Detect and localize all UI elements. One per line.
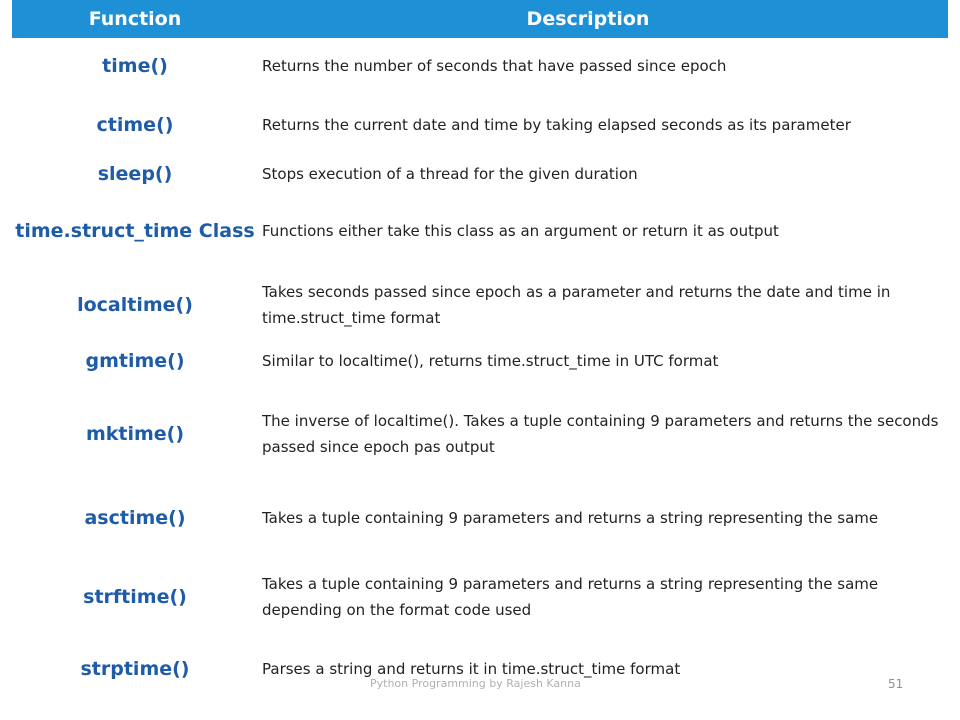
function-name: asctime() [84, 507, 186, 529]
function-description: Parses a string and returns it in time.struct_time format [262, 660, 681, 678]
function-name: time.struct_time Class [15, 220, 255, 242]
function-name: mktime() [85, 423, 185, 445]
table-row [12, 270, 948, 340]
function-name: sleep() [97, 163, 173, 185]
function-description: Functions either take this class as an argument or return it as output [262, 222, 779, 240]
function-name: strptime() [80, 658, 190, 680]
page-number: 51 [888, 677, 904, 691]
function-description: Takes seconds passed since epoch as a parameter and returns the date and time in time.struct_time format [262, 283, 891, 327]
function-description: Returns the number of seconds that have passed since epoch [262, 57, 727, 75]
function-table [12, 0, 948, 694]
table-row [12, 382, 948, 486]
function-description: Returns the current date and time by taking elapsed seconds as its parameter [262, 116, 851, 134]
function-name: gmtime() [85, 350, 185, 372]
function-name: strftime() [83, 586, 187, 608]
table-row [12, 38, 948, 94]
table-row [12, 340, 948, 382]
table-row [12, 486, 948, 550]
function-description: Takes a tuple containing 9 parameters and returns a string representing the same [262, 509, 879, 527]
table-header [12, 0, 948, 38]
function-description: The inverse of localtime(). Takes a tuple containing 9 parameters and returns the seconds passed since epoch pas output [262, 412, 939, 456]
table-row [12, 550, 948, 644]
function-name: ctime() [96, 114, 174, 136]
table-row [12, 192, 948, 270]
function-name: localtime() [77, 294, 193, 316]
header-description: Description [526, 8, 650, 30]
function-name: time() [102, 55, 168, 77]
header-function: Function [88, 8, 182, 30]
table-row [12, 156, 948, 192]
function-description: Stops execution of a thread for the given duration [262, 165, 638, 183]
function-description: Similar to localtime(), returns time.struct_time in UTC format [262, 352, 719, 370]
function-description: Takes a tuple containing 9 parameters and returns a string representing the same depending on the format code used [262, 575, 879, 619]
footer-text: Python Programming by Rajesh Kanna [370, 677, 581, 690]
table-row [12, 94, 948, 156]
